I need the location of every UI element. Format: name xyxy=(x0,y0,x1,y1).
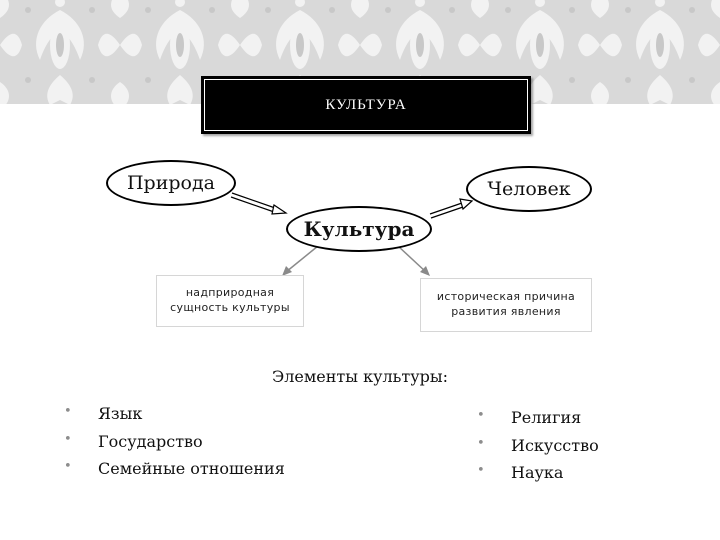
historical-cause-box xyxy=(420,278,592,332)
page-title: КУЛЬТУРА xyxy=(325,96,407,113)
list-item-label: Государство xyxy=(98,431,203,451)
elements-list-right xyxy=(477,408,599,491)
nature-oval xyxy=(106,160,236,206)
list-item-label: Религия xyxy=(511,408,582,427)
culture-label: Культура xyxy=(303,217,415,241)
arrow-culture-to-left-box xyxy=(282,246,318,276)
bullet-icon: • xyxy=(477,463,485,478)
left-box-line-1: надприродная xyxy=(185,286,275,300)
list-item xyxy=(477,436,599,464)
list-item-label: Язык xyxy=(98,404,143,423)
arrow-culture-to-human xyxy=(430,199,472,218)
bullet-icon: • xyxy=(64,431,72,447)
list-item-label: Искусство xyxy=(511,435,599,455)
list-item xyxy=(64,459,285,487)
culture-oval xyxy=(286,206,432,252)
bullet-icon: • xyxy=(64,459,72,474)
list-item xyxy=(64,432,285,460)
right-box-line-2: развития явления xyxy=(451,305,561,318)
bullet-icon: • xyxy=(477,408,485,423)
arrow-nature-to-culture xyxy=(231,193,286,214)
elements-list-left xyxy=(64,404,285,487)
supernatural-essence-box xyxy=(156,275,304,327)
elements-heading: Элементы культуры: xyxy=(271,367,449,386)
list-item xyxy=(477,408,599,436)
list-item xyxy=(477,463,599,491)
list-item xyxy=(64,404,285,432)
nature-label: Природа xyxy=(126,172,216,194)
bullet-icon: • xyxy=(64,404,72,419)
arrow-culture-to-right-box xyxy=(398,246,430,276)
list-item-label: Семейные отношения xyxy=(98,459,285,478)
human-oval xyxy=(466,166,592,212)
right-box-line-1: историческая причина xyxy=(436,290,576,304)
left-box-line-2: сущность культуры xyxy=(170,301,290,314)
human-label: Человек xyxy=(487,178,571,200)
bullet-icon: • xyxy=(477,435,485,451)
list-item-label: Наука xyxy=(511,463,564,482)
